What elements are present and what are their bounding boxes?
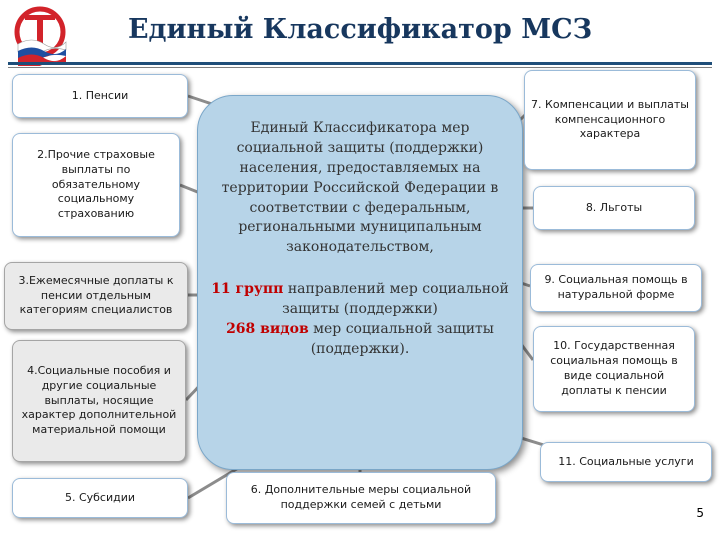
- group-7-box: [524, 70, 696, 170]
- group-2-box: [12, 133, 180, 237]
- group-4-label: 4.Социальные пособия и другие социальные выплаты, носящие характер дополнительной материальной помощи: [21, 363, 177, 437]
- group-1-box: [12, 74, 188, 118]
- group-10-box: [533, 326, 695, 412]
- group-2-label: 2.Прочие страховые выплаты по обязательному социальному страхованию: [37, 147, 155, 221]
- group-8-box: [533, 186, 695, 230]
- groups-count: 11 групп: [211, 281, 284, 298]
- center-counts: [202, 280, 518, 360]
- group-5-label: 5. Субсидии: [64, 490, 136, 504]
- group-7-label: 7. Компенсации и выплаты компенсационного характера: [531, 97, 689, 141]
- center-classifier-panel: [197, 95, 523, 470]
- group-11-box: [540, 442, 712, 482]
- group-3-box: [4, 262, 188, 330]
- group-6-box: [226, 472, 496, 524]
- group-1-label: 1. Пенсии: [71, 88, 129, 102]
- group-10-label: 10. Государственная социальная помощь в виде социальной доплаты к пенсии: [550, 339, 678, 397]
- group-9-label: 9. Социальная помощь в натуральной форме: [544, 273, 688, 301]
- types-count: 268 видов: [226, 320, 309, 337]
- group-6-label: 6. Дополнительные меры социальной поддержки семей с детьми: [250, 483, 472, 511]
- page-number: 5: [696, 506, 704, 520]
- center-description: Единый Классификатора мер социальной защиты (поддержки) населения, предоставляемых на территории Российской Федерации в соответствии с федеральным, региональными муниципальным законодательством,: [221, 120, 499, 256]
- groups-text: направлений мер социальной защиты (поддержки): [282, 281, 509, 317]
- group-8-label: 8. Льготы: [585, 200, 643, 214]
- page-title: Единый Классификатор МСЗ: [127, 14, 593, 45]
- group-4-box: [12, 340, 186, 462]
- group-9-box: [530, 264, 702, 312]
- group-3-label: 3.Ежемесячные доплаты к пенсии отдельным категориям специалистов: [18, 273, 174, 317]
- group-11-label: 11. Социальные услуги: [558, 454, 694, 468]
- types-text: мер социальной защиты (поддержки).: [310, 320, 494, 357]
- group-5-box: [12, 478, 188, 518]
